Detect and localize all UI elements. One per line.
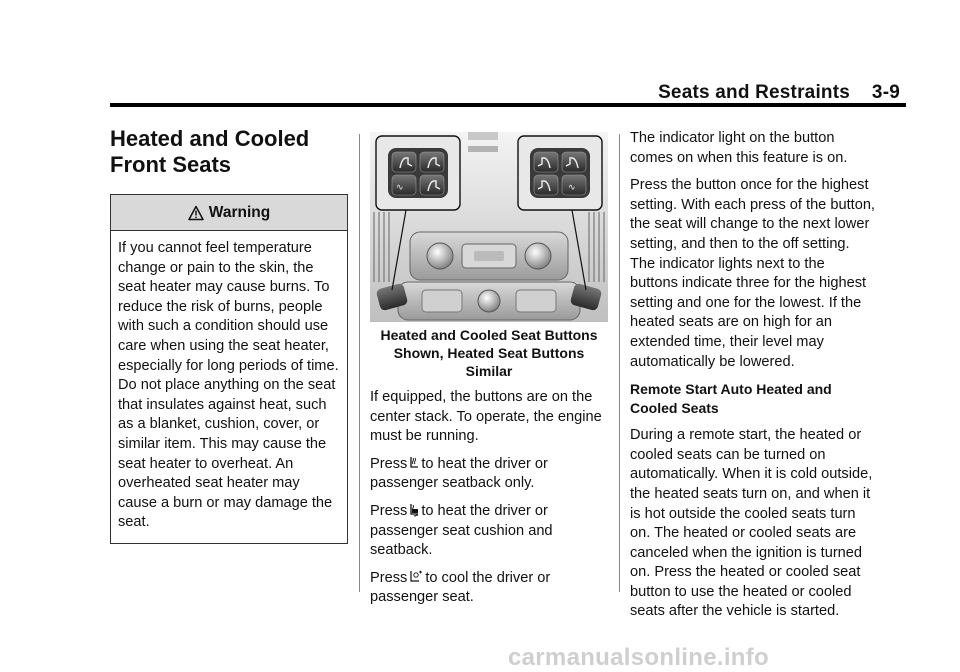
column-2 — [370, 132, 608, 608]
heated-seatback-icon — [409, 456, 419, 471]
warning-label: Warning — [208, 203, 271, 221]
svg-text:∿: ∿ — [568, 183, 576, 193]
figure-caption-line-2: Shown, Heated Seat Buttons — [393, 345, 585, 361]
figure-caption-line-1: Heated and Cooled Seat Buttons — [380, 327, 598, 343]
figure-caption — [370, 326, 608, 380]
right-seat-button-inset — [518, 136, 602, 210]
press-cool-text: to cool the driver or passenger seat. — [370, 569, 551, 606]
press-word: Press — [370, 502, 408, 519]
left-seat-button-inset — [376, 136, 460, 210]
settings-paragraph: Press the button once for the highest setting. With each press of the button, the seat will change to the next lower setting, and then to the off setting. The indicator lights next to the buttons indicate three for the highest setting and one for the lowest. If the heated seats are on high for an extended time, their level may automatically be lowered. — [630, 177, 875, 370]
press-word: Press — [370, 455, 408, 472]
indicator-paragraph: The indicator light on the button comes on when this feature is on. — [630, 130, 848, 166]
press-word: Press — [370, 569, 408, 586]
seat-buttons-illustration — [370, 132, 608, 322]
column-1 — [110, 126, 348, 544]
warning-triangle-icon — [188, 205, 204, 221]
press-seatback-paragraph — [370, 455, 608, 494]
column-divider-1 — [359, 134, 360, 592]
figure-caption-line-3: Similar — [465, 363, 513, 379]
watermark: carmanualsonline.info — [508, 644, 770, 671]
center-stack-drawing — [370, 132, 608, 322]
cooled-seat-icon — [409, 570, 423, 585]
remote-start-paragraph: During a remote start, the heated or cooled seats can be turned on automatically. When it is cold outside, the heated seats turn on, and when it is hot outside the cooled seats turn on. The heated or cooled seats are canceled when the ignition is turned on. Press the heated or cooled seat button to use the heated or cooled seats after the vehicle is started. — [630, 427, 873, 620]
section-title: Heated and Cooled Front Seats — [110, 126, 310, 177]
warning-text: If you cannot feel temperature change or pain to the skin, the seat heater may cause burns. To reduce the risk of burns, people with such a condition should use care when using the seat heater, especially for long periods of time. Do not place anything on the seat that insulates against heat, such as a blanket, cushion, cover, or similar item. This may cause the seat heater to overheat. An overheated seat heater may cause a burn or may damage the seat. — [118, 240, 339, 531]
column-3 — [630, 129, 875, 622]
press-cushion-text: to heat the driver or passenger seat cushion and seatback. — [370, 502, 553, 559]
press-cushion-paragraph — [370, 502, 608, 561]
remote-start-heading: Remote Start Auto Heated and Cooled Seats — [630, 381, 832, 417]
heated-seat-cushion-icon — [409, 503, 419, 518]
svg-text:∿: ∿ — [396, 183, 404, 193]
warning-box — [110, 194, 348, 544]
warning-header — [111, 195, 347, 231]
press-cool-paragraph — [370, 569, 608, 608]
press-seatback-text: to heat the driver or passenger seatback only. — [370, 455, 548, 492]
intro-paragraph: If equipped, the buttons are on the center stack. To operate, the engine must be running. — [370, 389, 602, 445]
column-divider-2 — [619, 134, 620, 592]
header-rule — [110, 103, 906, 107]
page-header-title: Seats and Restraints 3-9 — [658, 82, 900, 103]
